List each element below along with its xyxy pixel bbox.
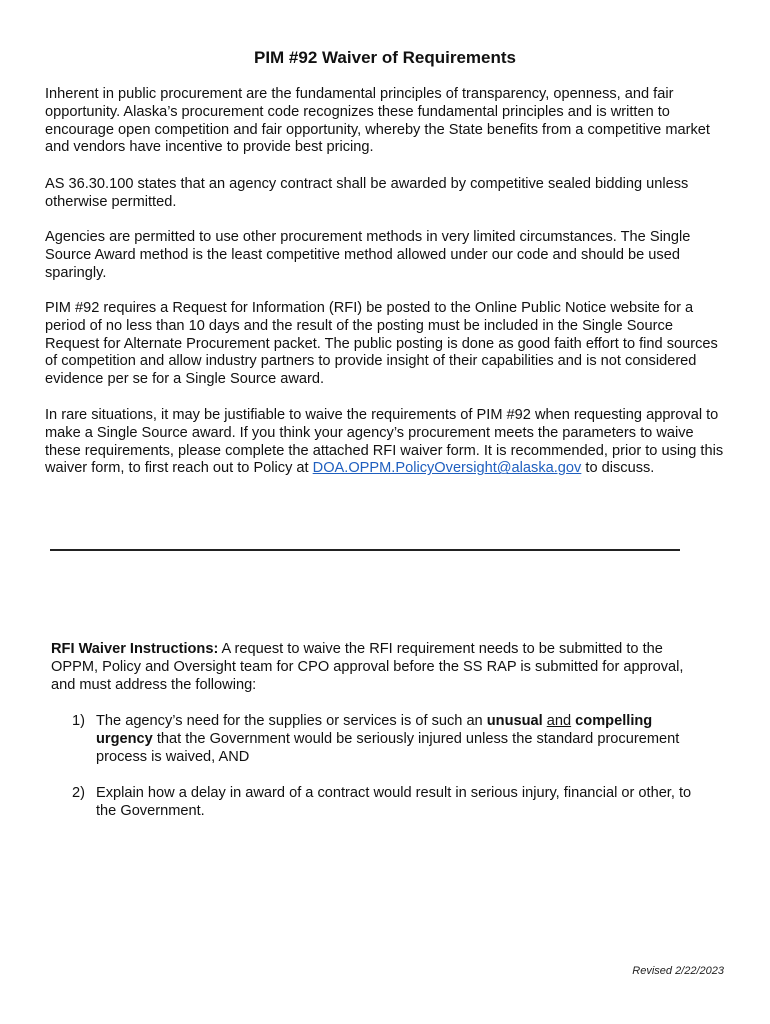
list-number: 1) bbox=[72, 713, 85, 729]
emphasis-and: and bbox=[546, 713, 572, 729]
list-item-text: The agency’s need for the supplies or services is of such an unusual and compelling urgency that the Government would be seriously injured unless the standard procurement process is waived, AND bbox=[96, 713, 680, 765]
rfi-waiver-instructions bbox=[51, 641, 691, 694]
policy-email-link[interactable]: DOA.OPPM.PolicyOversight@alaska.gov bbox=[312, 460, 582, 477]
revised-date: Revised 2/22/2023 bbox=[632, 965, 724, 977]
paragraph-statute: AS 36.30.100 states that an agency contract shall be awarded by competitive sealed bidding unless otherwise permitted. bbox=[45, 176, 689, 210]
horizontal-divider bbox=[50, 549, 680, 551]
instructions-text: A request to waive the RFI requirement needs to be submitted to the OPPM, Policy and Oversight team for CPO approval before the SS RAP is submitted for approval, and must address the following: bbox=[51, 641, 684, 693]
page-title: PIM #92 Waiver of Requirements bbox=[253, 48, 516, 67]
instructions-heading: RFI Waiver Instructions: bbox=[51, 641, 219, 657]
paragraph-waiver-situations bbox=[45, 407, 725, 478]
paragraph-methods: Agencies are permitted to use other procurement methods in very limited circumstances. The Single Source Award method is the least competitive method allowed under our code and should be used sparingly. bbox=[45, 229, 691, 281]
list-item-text: Explain how a delay in award of a contract would result in serious injury, financial or other, to the Government. bbox=[96, 785, 692, 819]
list-number: 2) bbox=[72, 785, 85, 801]
paragraph-rfi-requirement: PIM #92 requires a Request for Information (RFI) be posted to the Online Public Notice website for a period of no less than 10 days and the result of the posting must be included in the Single Source Request for Alternate Procurement packet. The public posting is done as good faith effort to find sources of competition and allow industry partners to provide insight of their capabilities and is not considered evidence per se for a Single Source award. bbox=[45, 300, 718, 388]
list-item-2 bbox=[72, 785, 692, 821]
paragraph-principles: Inherent in public procurement are the fundamental principles of transparency, openness, and fair opportunity. Alaska’s procurement code recognizes these fundamental principles and is written to encourage open competition and fair opportunity, whereby the State benefits from a competitive market and vendors have incentive to provide best pricing. bbox=[45, 86, 710, 156]
emphasis-unusual: unusual bbox=[486, 713, 543, 729]
list-item-1 bbox=[72, 713, 692, 766]
emphasis-compelling-urgency: compelling urgency bbox=[96, 713, 653, 747]
waiver-situations-tail: to discuss. bbox=[581, 460, 655, 477]
waiver-situations-text: In rare situations, it may be justifiable to waive the requirements of PIM #92 when requesting approval to make a Single Source award. If you think your agency’s procurement meets the parameters to waive these requirements, please complete the attached RFI waiver form. It is recommended, prior to using this waiver form, to first reach out to Policy at bbox=[45, 407, 724, 477]
